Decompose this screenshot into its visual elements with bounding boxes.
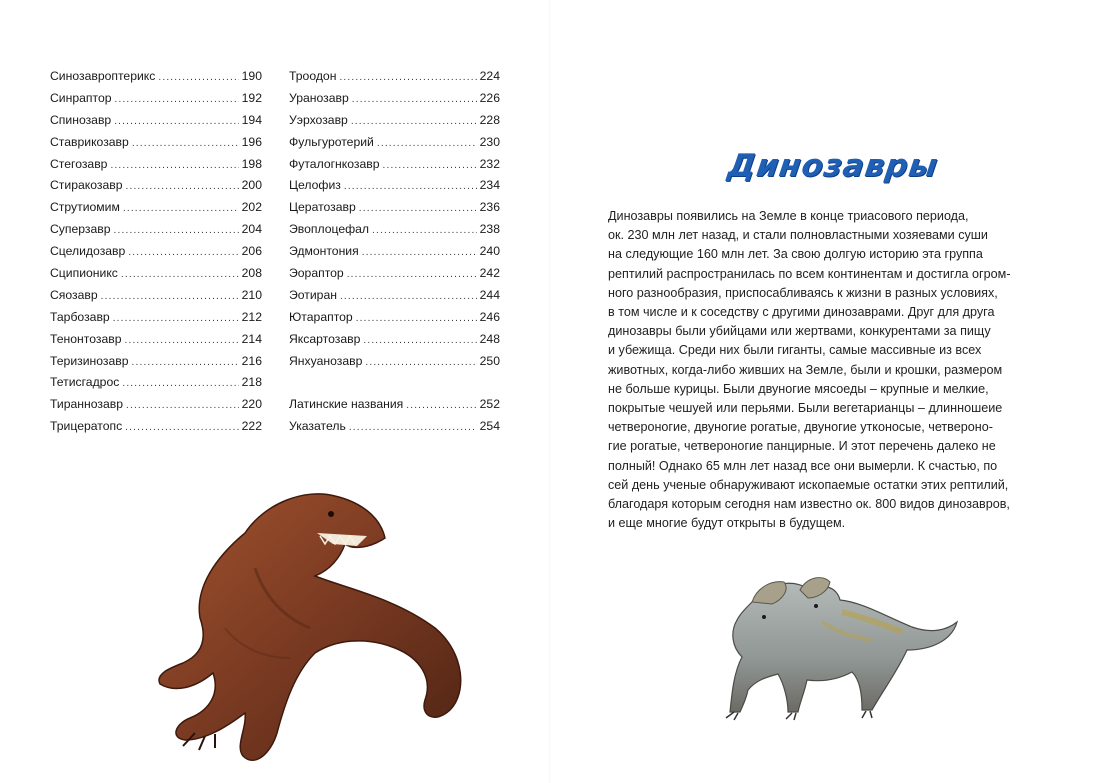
toc-leader-dots (383, 155, 477, 177)
toc-entry-name: Трицератопс (50, 419, 123, 434)
toc-leader-dots (372, 220, 477, 242)
toc-leader-dots (128, 242, 238, 264)
ceratopsian-illustration (712, 562, 962, 722)
toc-leader-dots (126, 395, 239, 417)
toc-entry-page: 232 (479, 156, 500, 171)
toc-entry[interactable] (289, 394, 500, 416)
toc-entry-name: Эотиран (289, 287, 337, 302)
toc-entry-name: Футалогнкозавр (289, 156, 380, 171)
toc-entry-page: 254 (479, 419, 500, 434)
toc-entry[interactable] (289, 88, 500, 110)
toc-leader-dots (356, 308, 477, 330)
toc-entry-name: Троодон (289, 69, 337, 83)
article-line: благодаря которым сегодня нам известно ок. 800 видов динозавров, (608, 497, 1010, 512)
toc-entry-name: Эораптор (289, 266, 344, 281)
toc-entry[interactable] (50, 175, 262, 197)
toc-entry-page: 244 (479, 287, 500, 302)
toc-entry-page: 228 (479, 112, 500, 127)
article-line: гие рогатые, четвероногие панцирные. И этот перечень далеко не (608, 439, 996, 454)
toc-entry[interactable] (289, 110, 500, 132)
toc-entry-name: Сцелидозавр (50, 244, 126, 259)
toc-entry[interactable] (50, 307, 262, 329)
toc-entry-name: Эдмонтония (289, 244, 359, 259)
toc-entry-page: 216 (241, 353, 262, 368)
article-line: сей день ученые обнаруживают ископаемые остатки этих рептилий, (608, 477, 1009, 492)
toc-entry[interactable] (289, 197, 500, 219)
toc-leader-dots (132, 133, 239, 155)
toc-entry-page: 214 (241, 331, 262, 346)
toc-leader-dots (352, 89, 477, 111)
toc-leader-dots (363, 330, 476, 352)
toc-leader-dots (339, 67, 476, 89)
toc-entry[interactable] (50, 132, 262, 154)
toc-entry-name: Указатель (289, 419, 346, 434)
right-page (550, 0, 1100, 783)
toc-entry[interactable] (50, 263, 262, 285)
toc-entry-name: Ставрикозавр (50, 134, 129, 149)
toc-entry[interactable] (50, 241, 262, 263)
toc-entry-page: 190 (241, 69, 262, 83)
toc-leader-dots (114, 220, 239, 242)
toc-leader-dots (115, 89, 239, 111)
toc-entry-page: 192 (241, 90, 262, 105)
toc-entry-page: 252 (479, 397, 500, 412)
toc-entry-name: Сципионикс (50, 266, 118, 281)
toc-entry-name: Ютараптор (289, 309, 353, 324)
toc-leader-dots (365, 352, 476, 374)
toc-entry-page: 204 (241, 222, 262, 237)
toc-spacer (289, 372, 500, 394)
toc-entry-name: Эвоплоцефал (289, 222, 370, 237)
toc-entry-name: Сяозавр (50, 287, 98, 302)
toc-entry-page: 194 (241, 112, 262, 127)
toc-entry-name: Тарбозавр (50, 309, 110, 324)
article-line: четвероногие, двуногие рогатые, двуногие утконосые, четвероно- (608, 420, 993, 435)
toc-entry-page: 242 (479, 266, 500, 281)
toc-leader-dots (124, 330, 238, 352)
toc-leader-dots (158, 67, 238, 89)
toc-leader-dots (340, 286, 477, 308)
toc-entry-name: Фульгуротерий (289, 134, 374, 149)
toc-entry-name: Уранозавр (289, 90, 349, 105)
toc-entry[interactable] (50, 219, 262, 241)
toc-leader-dots (101, 286, 239, 308)
toc-entry[interactable] (289, 307, 500, 329)
toc-entry-name: Спинозавр (50, 112, 112, 127)
toc-entry-name: Яксартозавр (289, 331, 361, 346)
toc-entry-page: 222 (241, 419, 262, 434)
toc-entry-page: 226 (479, 90, 500, 105)
toc-leader-dots (351, 111, 477, 133)
toc-leader-dots (110, 155, 238, 177)
toc-entry-name: Цератозавр (289, 200, 356, 215)
toc-entry-name: Целофиз (289, 178, 341, 193)
toc-entry[interactable] (50, 329, 262, 351)
toc-entry-page: 224 (479, 69, 500, 83)
toc-leader-dots (121, 264, 239, 286)
toc-entry-page: 218 (241, 375, 262, 390)
toc-entry-page: 248 (479, 331, 500, 346)
toc-leader-dots (123, 198, 239, 220)
toc-entry-name: Синозавроптерикс (50, 69, 156, 83)
article-body (608, 207, 1040, 533)
toc-entry[interactable] (289, 219, 500, 241)
article-line: и убежища. Среди них были гиганты, самые массивные из всех (608, 343, 982, 358)
article-line: рептилий распространилась по всем континентам и достигла огром- (608, 266, 1011, 281)
toc-entry-page: 202 (241, 200, 262, 215)
toc-leader-dots (406, 395, 476, 417)
toc-entry-name: Стиракозавр (50, 178, 123, 193)
toc-entry[interactable] (50, 88, 262, 110)
article-line: покрытые чешуей или перьями. Были вегетарианцы – длинношеие (608, 401, 1003, 416)
toc-entry-page: 246 (479, 309, 500, 324)
toc-entry[interactable] (50, 394, 262, 416)
toc-entry[interactable] (50, 110, 262, 132)
article-line: ок. 230 млн лет назад, и стали полновластными хозяевами суши (608, 228, 988, 243)
toc-entry-name: Тенонтозавр (50, 331, 122, 346)
toc-entry-page: 220 (241, 397, 262, 412)
toc-entry-page: 240 (479, 244, 500, 259)
toc-entry-page: 236 (479, 200, 500, 215)
toc-entry-page: 196 (241, 134, 262, 149)
toc-entry-name: Янхуанозавр (289, 353, 363, 368)
toc-entry[interactable] (289, 263, 500, 285)
toc-entry-name: Тетисгадрос (50, 375, 120, 390)
toc-entry-page: 206 (241, 244, 262, 259)
article-line: животных, когда-либо живших на Земле, были и крошки, размером (608, 362, 1003, 377)
toc-leader-dots (114, 111, 238, 133)
toc-entry[interactable] (289, 329, 500, 351)
article-line: на следующие 160 млн лет. За свою долгую историю эта группа (608, 247, 983, 262)
toc-entry[interactable] (289, 285, 500, 307)
article-line: динозавры были убийцами или жертвами, конкурентами за пищу (608, 324, 991, 339)
toc-entry[interactable] (50, 197, 262, 219)
toc-entry[interactable] (50, 372, 262, 394)
toc-entry-name: Уэрхозавр (289, 112, 348, 127)
toc-entry-name: Стегозавр (50, 156, 108, 171)
article-line: и еще многие будут открыты в будущем. (608, 516, 846, 531)
toc-entry[interactable] (50, 351, 262, 373)
toc-leader-dots (125, 417, 238, 439)
toc-entry-name: Теризинозавр (50, 353, 129, 368)
article-line: ного разнообразия, приспосабливаясь к жизни в разных условиях, (608, 285, 998, 300)
toc-leader-dots (125, 176, 238, 198)
toc-entry[interactable] (289, 66, 500, 88)
toc-leader-dots (359, 198, 477, 220)
toc-entry-name: Суперзавр (50, 222, 111, 237)
toc-entry[interactable] (289, 132, 500, 154)
toc-entry-page: 200 (241, 178, 262, 193)
toc-entry-name: Тираннозавр (50, 397, 123, 412)
toc-entry-page: 208 (241, 266, 262, 281)
toc-entry[interactable] (289, 416, 500, 438)
article-line: полный! Однако 65 млн лет назад все они вымерли. К счастью, по (608, 458, 998, 473)
article-line: не больше курицы. Были двуногие мясоеды – крупные и мелкие, (608, 381, 989, 396)
toc-leader-dots (122, 373, 238, 395)
toc-entry[interactable] (289, 154, 500, 176)
toc-entry[interactable] (289, 175, 500, 197)
toc-leader-dots (132, 352, 239, 374)
toc-entry-name: Латинские названия (289, 397, 404, 412)
toc-entry-page: 230 (479, 134, 500, 149)
toc-entry[interactable] (50, 154, 262, 176)
toc-entry-page: 238 (479, 222, 500, 237)
toc-entry-name: Синраптор (50, 90, 112, 105)
article-line: Динозавры появились на Земле в конце триасового периода, (608, 209, 969, 223)
toc-entry-page: 198 (241, 156, 262, 171)
toc-leader-dots (377, 133, 477, 155)
toc-leader-dots (344, 176, 477, 198)
toc-entry-page: 234 (479, 178, 500, 193)
toc-leader-dots (362, 242, 477, 264)
toc-entry[interactable] (50, 285, 262, 307)
article-title: Динозавры (725, 148, 941, 184)
toc-entry[interactable] (50, 416, 262, 438)
toc-entry[interactable] (50, 66, 262, 88)
toc-entry[interactable] (289, 241, 500, 263)
toc-entry-page: 250 (479, 353, 500, 368)
toc-entry-name: Струтиомим (50, 200, 120, 215)
tyrannosaurus-illustration (95, 478, 475, 778)
toc-column-1 (50, 66, 262, 438)
toc-column-2 (289, 66, 500, 438)
article-line: в том числе и к соседству с другими динозаврами. Друг для друга (608, 305, 995, 320)
toc-leader-dots (113, 308, 239, 330)
toc-entry-page: 212 (241, 309, 262, 324)
toc-entry[interactable] (289, 351, 500, 373)
toc-entry-page: 210 (241, 287, 262, 302)
toc-leader-dots (347, 264, 477, 286)
toc-leader-dots (349, 417, 477, 439)
